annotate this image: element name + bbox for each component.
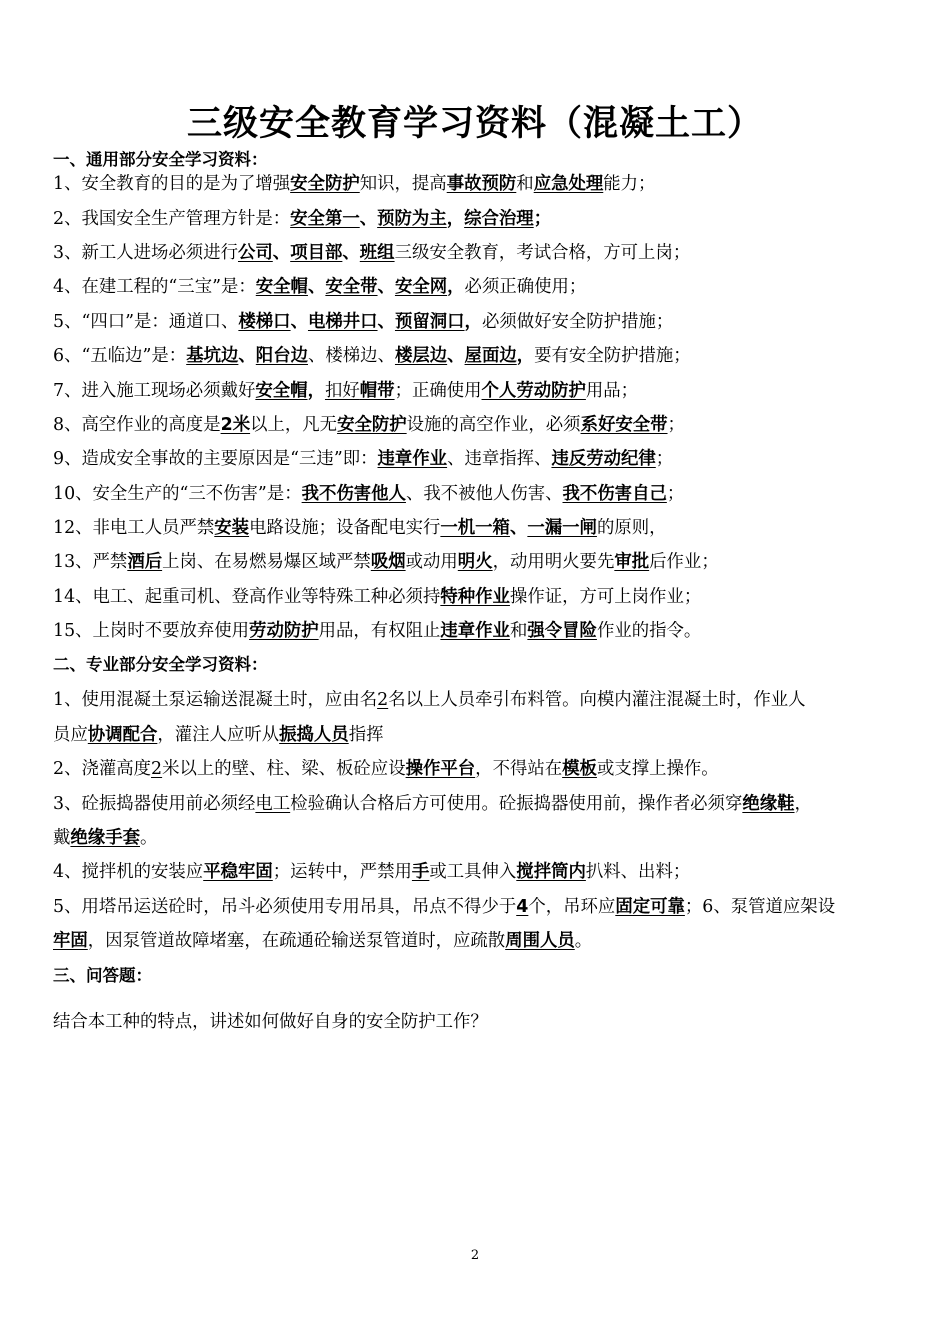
- keyword-answer: 个人劳动防护: [481, 381, 586, 401]
- text-run: 或工具伸入: [429, 862, 517, 882]
- text-run: 12、非电工人员严禁: [53, 518, 215, 538]
- text-line: [53, 688, 883, 712]
- text-run: 6、“五临边”是：: [53, 346, 187, 366]
- text-run: 必须做好安全防护措施；: [481, 312, 674, 332]
- keyword-answer: 我不伤害自己: [562, 484, 667, 504]
- keyword-answer: 我不伤害他人: [301, 484, 406, 504]
- text-run: 和: [509, 621, 528, 641]
- keyword-answer: 违章作业: [440, 621, 510, 641]
- text-run: 14、电工、起重司机、登高作业等特殊工种必须持: [53, 587, 441, 607]
- keyword-answer: 2米: [220, 415, 251, 435]
- text-run: 。: [574, 931, 593, 951]
- text-line: [53, 241, 883, 265]
- bold-punctuation: ，: [516, 346, 535, 366]
- text-run: ；运转中，严禁用: [272, 862, 412, 882]
- keyword-answer: 安全带: [325, 277, 378, 297]
- text-run: 13、严禁: [53, 552, 128, 572]
- text-run: 用品，有权阻止: [318, 621, 441, 641]
- text-run: 和: [516, 174, 534, 194]
- text-line: [53, 207, 883, 231]
- text-line: [53, 826, 883, 850]
- text-run: 或支撑上操作。: [596, 759, 719, 779]
- text-run: 电路设施；设备配电实行: [249, 518, 441, 538]
- keyword-answer: 安全第一: [290, 209, 360, 229]
- text-line: [53, 482, 883, 506]
- bold-punctuation: ，: [464, 312, 482, 332]
- text-run: 、楼梯边、: [307, 346, 395, 366]
- section-heading: [53, 964, 883, 988]
- keyword-answer: 协调配合: [87, 725, 158, 745]
- bold-punctuation: 、: [509, 518, 528, 538]
- text-run: 三、问答题：: [53, 966, 152, 985]
- keyword-answer: 屋面边: [464, 346, 517, 366]
- keyword-answer: 周围人员: [505, 931, 575, 951]
- text-run: ；: [666, 484, 685, 504]
- text-run: 二、专业部分安全学习资料：: [53, 655, 268, 674]
- text-line: [53, 585, 883, 609]
- text-run: ；: [667, 415, 685, 435]
- keyword-answer: 绝缘手套: [70, 828, 140, 848]
- text-run: 。: [139, 828, 158, 848]
- keyword-answer: 安全帽: [255, 277, 308, 297]
- keyword-answer: 明火: [457, 552, 493, 572]
- underlined-text: 电工: [255, 794, 291, 814]
- bold-punctuation: 、: [359, 209, 378, 229]
- text-line: [53, 447, 883, 471]
- keyword-answer: 酒后: [127, 552, 163, 572]
- keyword-answer: 预留洞口: [394, 312, 465, 332]
- text-run: 、违章指挥、: [447, 449, 552, 469]
- text-run: 9、造成安全事故的主要原因是“三违”即：: [53, 449, 378, 469]
- text-line: [53, 619, 883, 643]
- keyword-answer: 应急处理: [533, 174, 604, 194]
- text-run: 、我不被他人伤害、: [405, 484, 563, 504]
- keyword-answer: 阳台边: [255, 346, 308, 366]
- text-run: ，: [794, 794, 812, 814]
- text-run: 要有安全防护措施；: [534, 346, 691, 366]
- text-line: [53, 516, 883, 540]
- text-run: 5、用塔吊运送砼时，吊斗必须使用专用吊具，吊点不得少于: [53, 897, 517, 917]
- keyword-answer: 楼梯口: [238, 312, 291, 332]
- text-run: ，不得站在: [475, 759, 563, 779]
- text-run: 设施的高空作业，必须: [406, 415, 581, 435]
- keyword-answer: 4: [516, 897, 529, 917]
- text-run: ；: [655, 449, 674, 469]
- text-run: 米以上的壁、柱、梁、板砼应设: [162, 759, 406, 779]
- keyword-answer: 模板: [562, 759, 597, 779]
- keyword-answer: 安全防护: [290, 174, 360, 194]
- bold-punctuation: 、: [272, 243, 291, 263]
- text-run: 3、砼振捣器使用前必须经: [53, 794, 256, 814]
- keyword-answer: 事故预防: [446, 174, 517, 194]
- text-run: 以上，凡无: [250, 415, 338, 435]
- bold-punctuation: ，: [307, 381, 325, 401]
- keyword-answer: 审批: [614, 552, 650, 572]
- keyword-answer: 吸烟: [370, 552, 406, 572]
- keyword-answer: 项目部: [290, 243, 343, 263]
- bold-punctuation: 、: [377, 277, 395, 297]
- keyword-answer: 操作平台: [405, 759, 476, 779]
- section-heading: [53, 653, 883, 677]
- underlined-text: 扣好: [324, 381, 360, 401]
- text-line: [53, 723, 883, 747]
- keyword-answer: 固定可靠: [615, 897, 685, 917]
- keyword-answer: 预防为主: [377, 209, 447, 229]
- keyword-answer: 安全防护: [337, 415, 407, 435]
- keyword-answer: 班组: [359, 243, 395, 263]
- keyword-answer: 安装: [214, 518, 250, 538]
- text-run: 戴: [53, 828, 71, 848]
- keyword-answer: 违反劳动纪律: [551, 449, 656, 469]
- text-run: 后作业；: [649, 552, 719, 572]
- text-run: 3、新工人进场必须进行: [53, 243, 238, 263]
- text-line: [53, 1010, 883, 1034]
- page-number: 2: [470, 1248, 480, 1263]
- text-run: 或动用: [405, 552, 458, 572]
- text-run: 结合本工种的特点，讲述如何做好自身的安全防护工作？: [53, 1012, 488, 1032]
- text-run: 的原则，: [596, 518, 667, 538]
- text-run: 4、搅拌机的安装应: [53, 862, 204, 882]
- keyword-answer: 一机一箱: [440, 518, 510, 538]
- keyword-answer: 安全帽: [255, 381, 308, 401]
- section-heading: [53, 148, 883, 172]
- keyword-answer: 牢固: [53, 931, 88, 951]
- text-line: [53, 344, 883, 368]
- text-line: [53, 792, 883, 816]
- underlined-text: 2: [151, 759, 163, 779]
- text-run: 名以上人员牵引布料管。向模内灌注混凝土时，作业人: [388, 690, 806, 710]
- text-run: 一、通用部分安全学习资料：: [53, 150, 268, 169]
- text-run: 10、安全生产的“三不伤害”是：: [53, 484, 302, 504]
- keyword-answer: 电梯井口: [307, 312, 378, 332]
- keyword-answer: 搅拌筒内: [516, 862, 586, 882]
- bold-punctuation: 、: [290, 312, 308, 332]
- text-run: 知识，提高: [359, 174, 447, 194]
- keyword-answer: 特种作业: [440, 587, 510, 607]
- bold-punctuation: ，: [447, 277, 465, 297]
- text-run: 4、在建工程的“三宝”是：: [53, 277, 256, 297]
- text-run: 个，吊环应: [528, 897, 616, 917]
- bold-punctuation: 、: [342, 243, 360, 263]
- text-line: [53, 413, 883, 437]
- keyword-answer: 安全网: [394, 277, 448, 297]
- keyword-answer: 手: [411, 862, 430, 882]
- text-run: 5、“四口”是：通道口、: [53, 312, 239, 332]
- text-run: ；6、泵管道应架设: [684, 897, 836, 917]
- keyword-answer: 平稳牢固: [203, 862, 273, 882]
- keyword-answer: 帽带: [359, 381, 395, 401]
- text-run: ，因泵管道故障堵塞，在疏通砼输送泵管道时，应疏散: [87, 931, 506, 951]
- text-run: ，灌注人应听从: [157, 725, 280, 745]
- text-line: [53, 275, 883, 299]
- keyword-answer: 强令冒险: [527, 621, 597, 641]
- text-run: 员应: [53, 725, 88, 745]
- underlined-text: 2: [377, 690, 389, 710]
- bold-punctuation: 、: [377, 312, 395, 332]
- text-run: 必须正确使用；: [464, 277, 587, 297]
- text-line: [53, 929, 883, 953]
- keyword-answer: 综合治理: [464, 209, 534, 229]
- text-run: ，动用明火要先: [492, 552, 615, 572]
- text-run: 2、我国安全生产管理方针是：: [53, 209, 291, 229]
- text-run: 15、上岗时不要放弃使用: [53, 621, 250, 641]
- text-run: 三级安全教育，考试合格，方可上岗；: [394, 243, 691, 263]
- bold-punctuation: 、: [307, 277, 326, 297]
- text-run: 指挥: [348, 725, 384, 745]
- text-run: 作业的指令。: [596, 621, 702, 641]
- text-run: 2、浇灌高度: [53, 759, 152, 779]
- keyword-answer: 公司: [237, 243, 273, 263]
- document-title: 三级安全教育学习资料（混凝土工）: [186, 104, 763, 144]
- keyword-answer: 系好安全带: [580, 415, 668, 435]
- text-run: 1、使用混凝土泵运输送混凝土时，应由名: [53, 690, 378, 710]
- keyword-answer: 基坑边: [186, 346, 239, 366]
- text-line: [53, 379, 883, 403]
- text-line: [53, 310, 883, 334]
- bold-punctuation: 、: [238, 346, 256, 366]
- text-run: 8、高空作业的高度是: [53, 415, 221, 435]
- text-line: [53, 757, 883, 781]
- text-line: [53, 172, 883, 196]
- bold-punctuation: ；: [533, 209, 552, 229]
- keyword-answer: 楼层边: [394, 346, 448, 366]
- text-run: 用品；: [585, 381, 639, 401]
- bold-punctuation: ，: [446, 209, 465, 229]
- text-line: [53, 895, 883, 919]
- keyword-answer: 一漏一闸: [527, 518, 597, 538]
- text-run: ；正确使用: [394, 381, 482, 401]
- bold-punctuation: 、: [447, 346, 465, 366]
- text-line: [53, 550, 883, 574]
- text-run: 扒料、出料；: [585, 862, 691, 882]
- keyword-answer: 违章作业: [377, 449, 448, 469]
- text-run: 1、安全教育的目的是为了增强: [53, 174, 291, 194]
- keyword-answer: 绝缘鞋: [742, 794, 795, 814]
- keyword-answer: 劳动防护: [249, 621, 319, 641]
- text-run: 7、进入施工现场必须戴好: [53, 381, 256, 401]
- text-run: 上岗、在易燃易爆区域严禁: [162, 552, 371, 572]
- text-run: 操作证，方可上岗作业；: [509, 587, 702, 607]
- text-run: 检验确认合格后方可使用。砼振捣器使用前，操作者必须穿: [290, 794, 743, 814]
- text-line: [53, 860, 883, 884]
- keyword-answer: 振捣人员: [279, 725, 349, 745]
- text-run: 能力；: [603, 174, 656, 194]
